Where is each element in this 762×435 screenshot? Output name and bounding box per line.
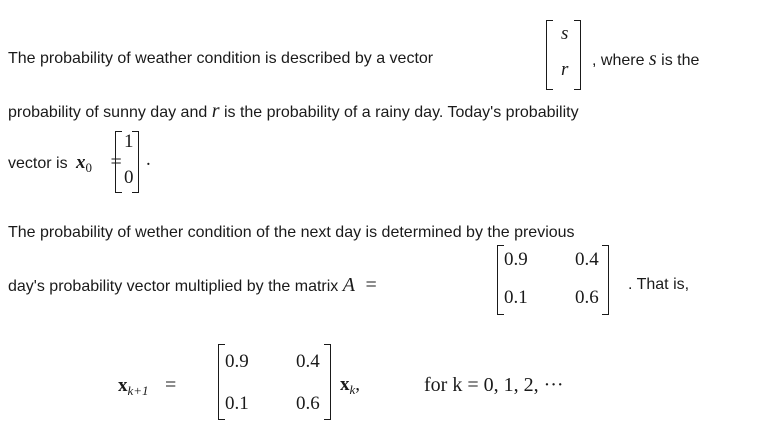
equation-lhs [118, 374, 176, 399]
matrix-a-cell-11: 0.9 [504, 249, 528, 270]
para1-line2-text: probability of sunny day and [8, 104, 208, 121]
matrix-a-cell-21: 0.1 [504, 287, 528, 308]
x0-period: . [146, 149, 151, 170]
para2-line2-tail [628, 275, 689, 295]
para2-line2-text: day's probability vector multiplied by the matrix [8, 278, 339, 295]
xk-subscript: k [349, 382, 356, 398]
para1-line3 [8, 152, 122, 178]
matrix-a-equals: = [365, 274, 377, 296]
para2-line1-text: The probability of wether condition of the next day is determined by the previous [8, 224, 575, 241]
x0-entry-2: 0 [124, 167, 134, 188]
equation-matrix-right-bracket [324, 344, 331, 420]
vector-is-text: vector is [8, 155, 68, 172]
equation-comma: , [355, 374, 361, 395]
that-is-text: . That is, [628, 276, 690, 293]
matrix-a-name: A [342, 274, 355, 296]
matrix-a-left-bracket [497, 245, 504, 315]
para2-line1 [8, 223, 575, 243]
x0-equals: = [110, 151, 122, 173]
para2-line2 [8, 275, 377, 297]
var-s: s [648, 48, 657, 70]
para1-line2-end: is the probability of a rainy day. Today's probability [223, 104, 579, 121]
equation-matrix-cell-12: 0.4 [296, 351, 320, 372]
vector-s-r-right-bracket [574, 20, 581, 90]
para1-line2 [8, 101, 579, 123]
vector-s-r-left-bracket [546, 20, 553, 90]
is-the-text: is the [661, 52, 700, 69]
para1-line1 [8, 49, 433, 69]
xk-symbol: x [340, 374, 350, 395]
xk1-subscript: k+1 [127, 383, 149, 399]
x0-subscript: 0 [85, 160, 93, 176]
vector-x0-right-bracket [132, 131, 139, 193]
vector-x0-left-bracket [115, 131, 122, 193]
x0-symbol: x [76, 152, 86, 173]
equation-rhs [340, 374, 360, 398]
where-text: , where [592, 52, 645, 69]
equation-matrix-cell-11: 0.9 [225, 351, 249, 372]
equation-condition: for k = 0, 1, 2, ··· [424, 374, 564, 396]
var-r: r [211, 100, 220, 122]
vector-entry-r: r [561, 59, 569, 80]
vector-entry-s: s [561, 23, 569, 44]
equation-equals: = [165, 374, 177, 396]
matrix-a-cell-22: 0.6 [575, 287, 599, 308]
x0-entry-1: 1 [124, 131, 134, 152]
para1-line1-text: The probability of weather condition is described by a vector [8, 50, 434, 67]
equation-matrix-cell-21: 0.1 [225, 393, 249, 414]
matrix-a-right-bracket [602, 245, 609, 315]
equation-matrix-left-bracket [218, 344, 225, 420]
matrix-a-cell-12: 0.4 [575, 249, 599, 270]
equation-matrix-cell-22: 0.6 [296, 393, 320, 414]
para1-line1-tail [592, 49, 699, 71]
xk1-symbol: x [118, 375, 128, 396]
